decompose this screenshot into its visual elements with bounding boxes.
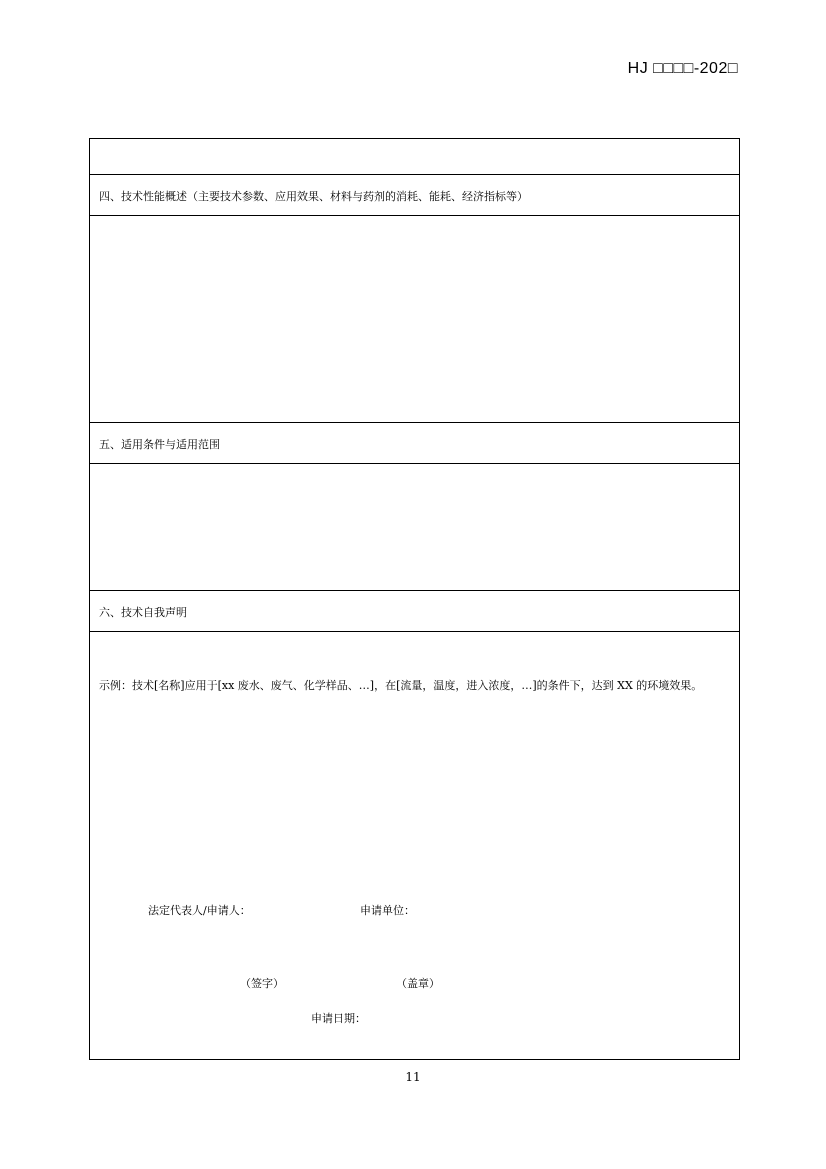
section-6-body	[90, 632, 739, 1059]
section-5-label: 五、适用条件与适用范围	[99, 438, 220, 451]
empty-row	[90, 139, 739, 175]
declaration-example-text: 示例：技术[名称]应用于[xx 废水、废气、化学样品、…]，在[流量，温度，进入浓度，…]的条件下，达到 XX 的环境效果。	[99, 679, 703, 692]
section-6-label: 六、技术自我声明	[99, 606, 187, 619]
section-4-label: 四、技术性能概述（主要技术参数、应用效果、材料与药剂的消耗、能耗、经济指标等）	[99, 190, 528, 203]
application-form-table	[89, 138, 740, 1060]
application-date-label: 申请日期：	[311, 1012, 366, 1025]
section-5-header	[90, 423, 739, 464]
applicant-unit-label: 申请单位：	[360, 904, 415, 917]
page-number: 11	[405, 1070, 421, 1084]
seal-label: （盖章）	[396, 977, 440, 990]
section-6-header	[90, 591, 739, 632]
section-4-header	[90, 175, 739, 216]
section-5-body[interactable]	[90, 464, 739, 591]
signature-label: （签字）	[240, 977, 284, 990]
section-4-body[interactable]	[90, 216, 739, 423]
legal-representative-label: 法定代表人/申请人：	[148, 904, 251, 917]
standard-code: HJ □□□□-202□	[627, 60, 738, 77]
